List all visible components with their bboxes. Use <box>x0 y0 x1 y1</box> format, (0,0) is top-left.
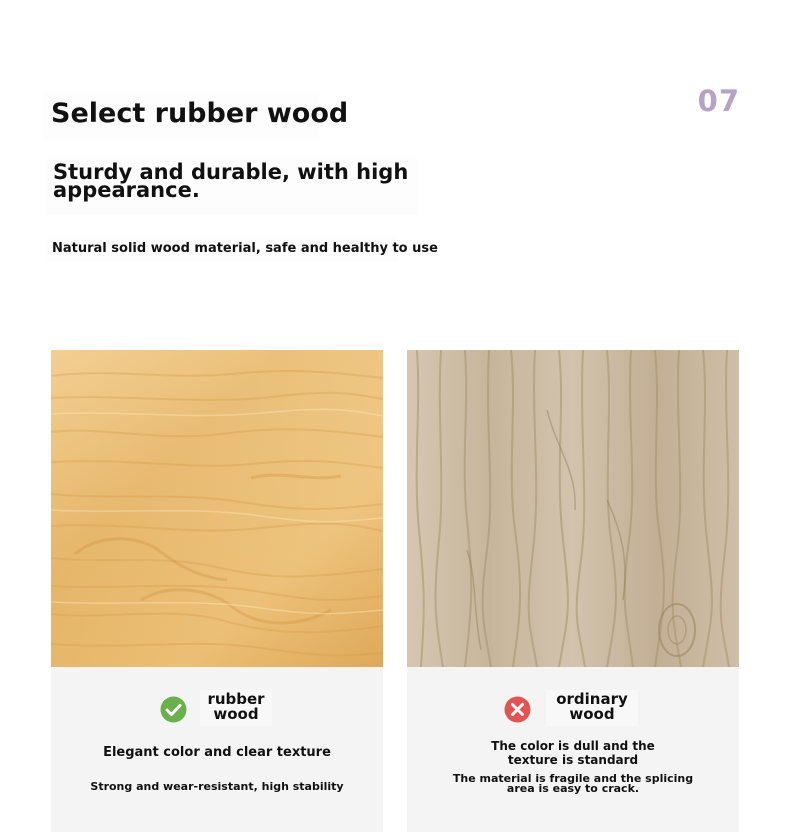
ordinary-wood-label: ordinary wood <box>556 690 628 723</box>
rubber-wood-description: Elegant color and clear texture <box>103 745 331 760</box>
x-circle-icon <box>504 696 531 723</box>
rubber-wood-detail: Strong and wear-resistant, high stability <box>90 780 344 793</box>
page-subtitle: Sturdy and durable, with high appearance. <box>53 160 409 202</box>
page-number: 07 <box>697 84 740 118</box>
rubber-wood-card <box>51 350 383 832</box>
ordinary-wood-description: The color is dull and the texture is standard <box>491 739 655 767</box>
check-circle-icon <box>160 696 187 723</box>
ordinary-wood-texture-image <box>407 350 739 667</box>
ordinary-wood-card <box>407 350 739 832</box>
ordinary-wood-detail: The material is fragile and the splicing area is easy to crack. <box>452 772 694 795</box>
rubber-wood-label: rubber wood <box>207 690 265 723</box>
rubber-wood-texture-image <box>51 350 383 667</box>
page-title: Select rubber wood <box>51 98 349 129</box>
material-note: Natural solid wood material, safe and healthy to use <box>52 241 438 256</box>
